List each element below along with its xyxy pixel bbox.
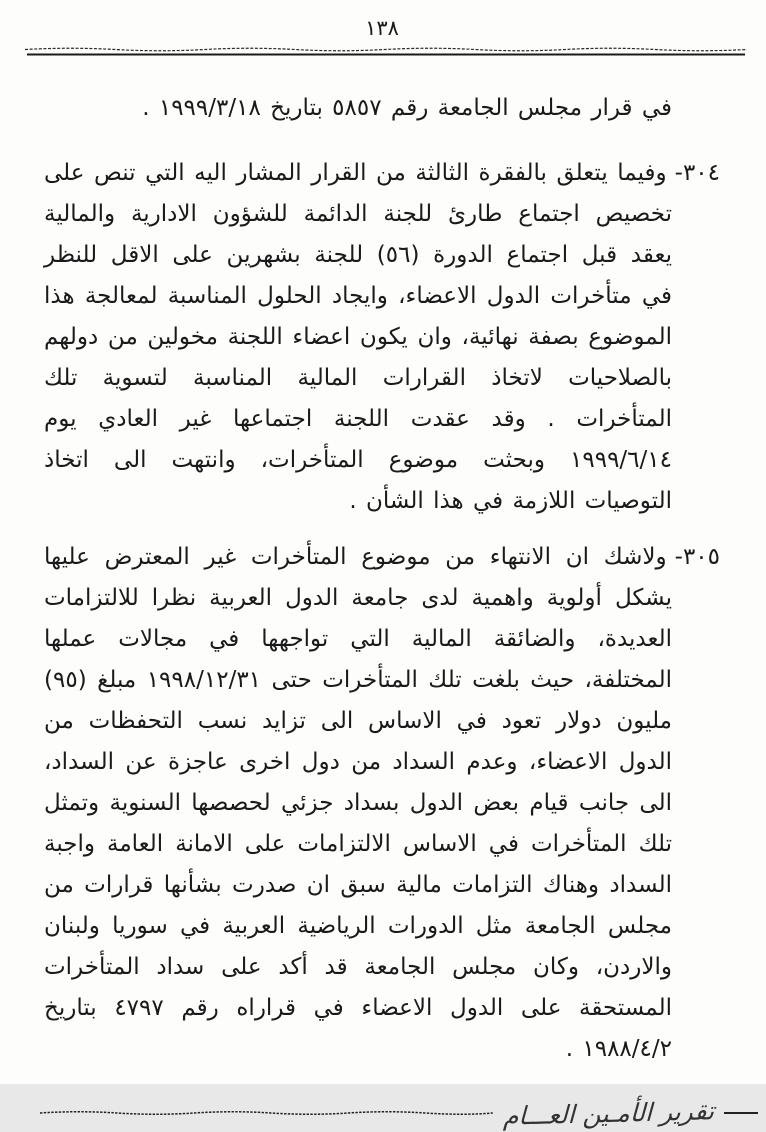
footer-wavy-rule [40,1108,493,1118]
paragraph-305-text: ولاشك ان الانتهاء من موضوع المتأخرات غير المعترض عليها يشكل أولوية واهمية لدى جامعة الدول العربية نظرا للالتزامات العديدة، والضائقة المالية التي تواجهها في مجالات عملها المختلفة، حيث بلغت تلك المتأخرات حتى ١٩٩٨/١٢/٣١ مبلغ (٩٥) مليون دولار تعود في الاساس الى تزايد نسب التحفظات من الدول الاعضاء، وعدم السداد من دول اخرى عاجزة عن السداد، الى جانب قيام بعض الدول بسداد جزئي لحصصها السنوية وتمثل تلك المتأخرات في الاساس الالتزامات على الامانة العامة واجبة السداد وهناك التزامات مالية سبق ان صدرت بشأنها قرارات من مجلس الجامعة مثل الدورات الرياضية العربية في سوريا ولبنان والاردن، وكان مجلس الجامعة قد أكد على سداد المتأخرات المستحقة على الدول الاعضاء في قراراه رقم ٤٧٩٧ بتاريخ ١٩٨٨/٤/٢ . [44,544,673,1062]
page-footer [40,1094,758,1132]
paragraph-304-text: وفيما يتعلق بالفقرة الثالثة من القرار المشار اليه التي تنص على تخصيص اجتماع طارئ للجنة الدائمة للشؤون الادارية والمالية يعقد قبل اجتماع الدورة (٥٦) للجنة بشهرين على الاقل للنظر في متأخرات الدول الاعضاء، وايجاد الحلول المناسبة لمعالجة هذا الموضوع بصفة نهائية، وان يكون اعضاء اللجنة مخولين من دولهم بالصلاحيات لاتخاذ القرارات المالية المناسبة لتسوية تلك المتأخرات . وقد عقدت اللجنة اجتماعها غير العادي يوم ١٩٩٩/٦/١٤ وبحثت موضوع المتأخرات، وانتهت الى اتخاذ التوصيات اللازمة في هذا الشأن . [44,160,672,514]
paragraph-305 [44,537,720,1070]
footer-dash [724,1112,758,1114]
paragraph-305-number: ٣٠٥- [674,544,720,570]
page-number: ١٣٨ [365,16,399,40]
intro-continuation-line: في قرار مجلس الجامعة رقم ٥٨٥٧ بتاريخ ١٩٩٩/٣/١٨ . [142,95,672,121]
paragraph-304-number: ٣٠٤- [674,160,720,186]
top-divider-rule [25,46,747,58]
paragraph-304 [44,153,720,522]
secretary-general-signature: تقرير الأمـين العـــام [502,1095,715,1131]
